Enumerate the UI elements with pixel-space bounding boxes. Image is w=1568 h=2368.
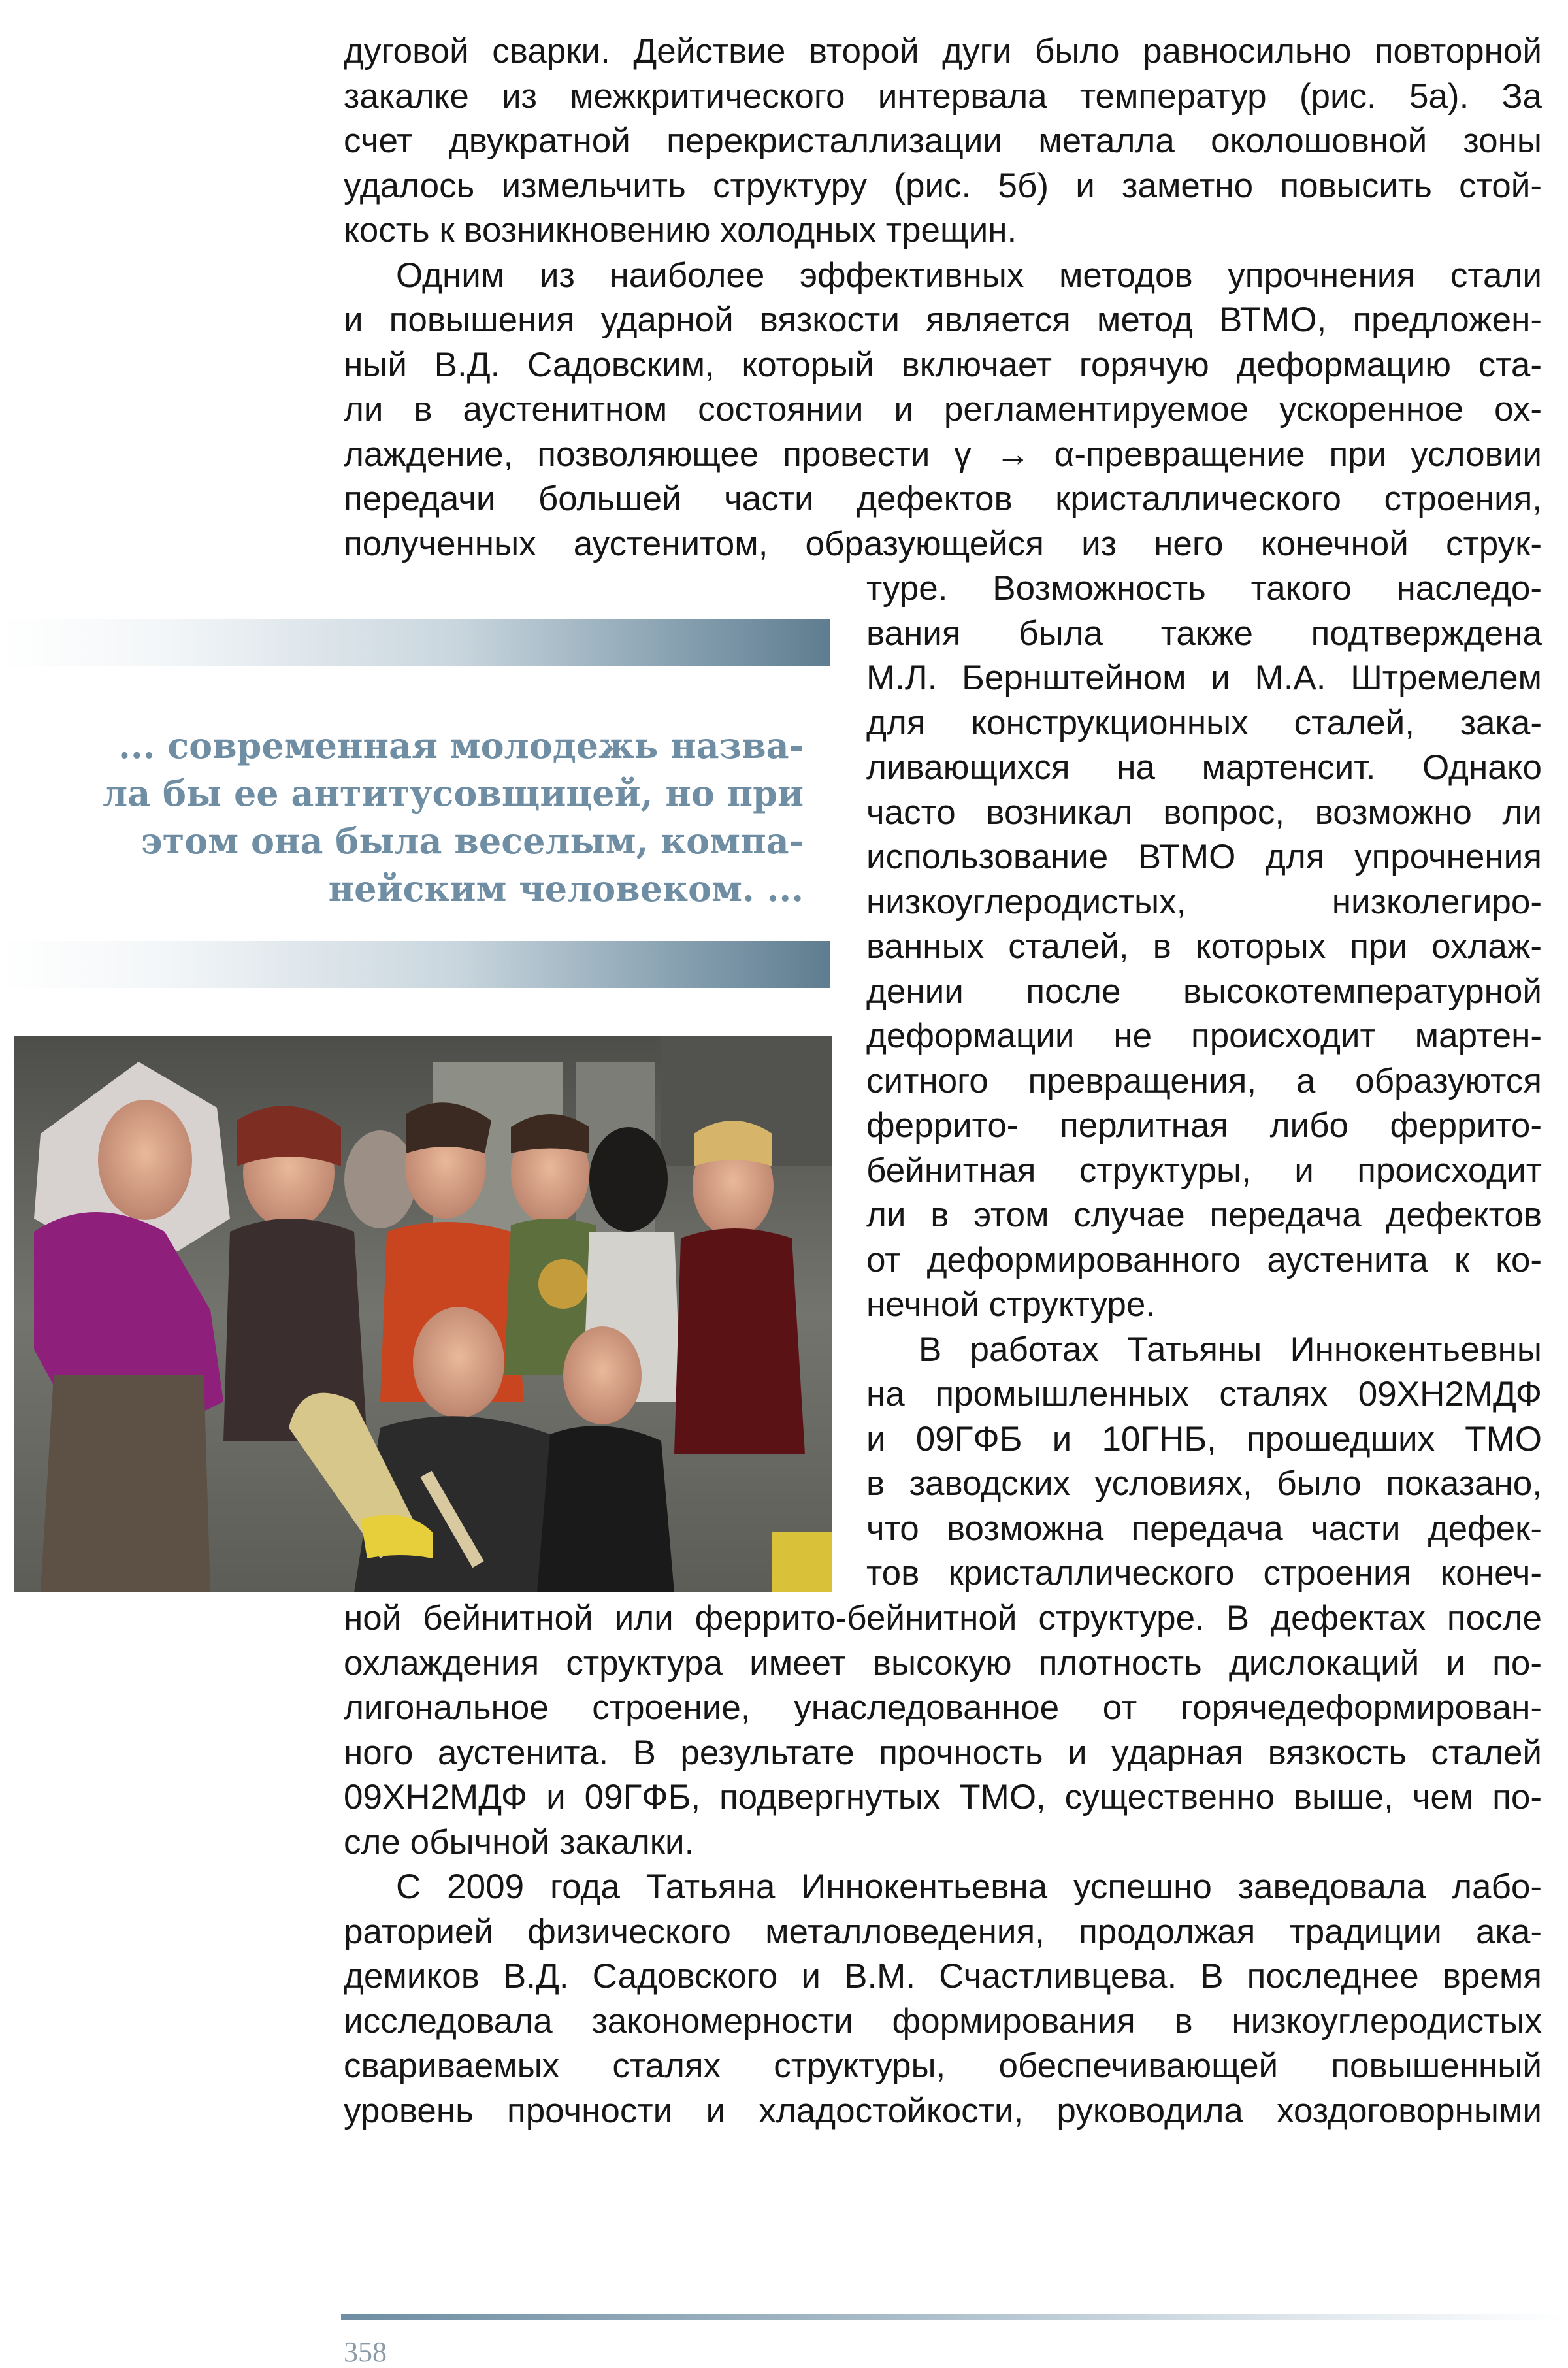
article-paragraph-bottom	[344, 1596, 1542, 2133]
footer-rule	[341, 2314, 1568, 2320]
text-line: дении после высокотемпературной	[866, 972, 1542, 1011]
text-line: часто возникал вопрос, возможно ли	[866, 793, 1542, 832]
group-photo	[14, 1036, 832, 1592]
pull-quote-line: нейским человеком. ...	[328, 868, 804, 910]
text-line: М.Л. Бернштейном и М.А. Штремелем	[866, 659, 1542, 697]
text-line: 09ХН2МДФ и 09ГФБ, подвергнутых ТМО, существенно выше, чем по-	[344, 1778, 1542, 1817]
text-line: свариваемых сталях структуры, обеспечивающей повышенный	[344, 2047, 1542, 2085]
text-line: нечной структуре.	[866, 1285, 1156, 1324]
article-paragraph-narrow	[866, 567, 1542, 1596]
text-line: Одним из наиболее эффективных методов упрочнения стали	[396, 255, 1542, 295]
text-line: вания была также подтверждена	[866, 614, 1542, 653]
text-line: демиков В.Д. Садовского и В.М. Счастливцева. В последнее время	[344, 1957, 1542, 1996]
text-line: раторией физического металловедения, продолжая традиции ака-	[344, 1912, 1542, 1951]
text-line: ливающихся на мартенсит. Однако	[866, 748, 1542, 787]
text-line: ли в аустенитном состоянии и регламентируемое ускоренное ох-	[344, 390, 1542, 429]
text-line: В работах Татьяны Иннокентьевны	[919, 1330, 1542, 1369]
quote-top-bar	[0, 619, 830, 666]
text-line: кость к возникновению холодных трещин.	[344, 211, 1017, 250]
text-line: тов кристаллического строения конеч-	[866, 1554, 1542, 1592]
text-line: исследовала закономерности формирования в низкоуглеродистых	[344, 2001, 1542, 2041]
text-line: ного аустенита. В результате прочность и ударная вязкость сталей	[344, 1733, 1542, 1772]
text-line: туре. Возможность такого наследо-	[866, 569, 1542, 608]
text-line: ли в этом случае передача дефектов	[866, 1196, 1542, 1234]
text-line: закалке из межкритического интервала температур (рис. 5а). За	[344, 76, 1542, 116]
text-line: что возможна передача части дефек-	[866, 1509, 1542, 1548]
text-line: и повышения ударной вязкости является метод ВТМО, предложен-	[344, 301, 1542, 339]
text-line: деформации не происходит мартен-	[866, 1017, 1542, 1055]
text-line: на промышленных сталях 09ХН2МДФ	[866, 1375, 1542, 1413]
text-line: сле обычной закалки.	[344, 1822, 694, 1862]
text-line: ной бейнитной или феррито-бейнитной структуре. В дефектах после	[344, 1599, 1542, 1637]
text-line: феррито- перлитная либо феррито-	[866, 1106, 1542, 1145]
text-line: в заводских условиях, было показано,	[866, 1464, 1542, 1503]
text-line: и 09ГФБ и 10ГНБ, прошедших ТМО	[866, 1419, 1542, 1458]
pull-quote-line: этом она была веселым, компа-	[140, 820, 804, 862]
pull-quote-line: ... современная молодежь назва-	[118, 725, 804, 766]
text-line: счет двукратной перекристаллизации металла околошовной зоны	[344, 122, 1542, 160]
article-paragraph-top	[344, 29, 1542, 567]
text-line: С 2009 года Татьяна Иннокентьевна успешно заведовала лабо-	[396, 1867, 1542, 1906]
text-line: лаждение, позволяющее провести γ → α-превращение при условии	[344, 435, 1542, 474]
pull-quote	[39, 722, 804, 913]
text-line: передачи большей части дефектов кристаллического строения,	[344, 480, 1542, 518]
pull-quote-line: ла бы ее антитусовщицей, но при	[103, 772, 804, 814]
text-line: ситного превращения, а образуются	[866, 1061, 1542, 1100]
text-line: лигональное строение, унаследованное от горячедеформирован-	[344, 1688, 1542, 1727]
text-line: охлаждения структура имеет высокую плотность дислокаций и по-	[344, 1643, 1542, 1683]
text-line: от деформированного аустенита к ко-	[866, 1240, 1542, 1279]
text-line: для конструкционных сталей, зака-	[866, 703, 1542, 742]
text-line: удалось измельчить структуру (рис. 5б) и заметно повысить стой-	[344, 166, 1542, 205]
text-line: низкоуглеродистых, низколегиро-	[866, 882, 1542, 921]
group-photo-image	[14, 1036, 832, 1592]
text-line: уровень прочности и хладостойкости, руководила хоздоговорными	[344, 2091, 1542, 2130]
text-line: ванных сталей, в которых при охлаж-	[866, 927, 1542, 966]
text-line: дуговой сварки. Действие второй дуги было равносильно повторной	[344, 32, 1542, 71]
text-line: использование ВТМО для упрочнения	[866, 838, 1542, 876]
text-line: полученных аустенитом, образующейся из него конечной струк-	[344, 524, 1542, 563]
quote-bottom-bar	[0, 941, 830, 988]
text-line: ный В.Д. Садовским, который включает горячую деформацию ста-	[344, 345, 1542, 384]
page-number: 358	[344, 2336, 387, 2368]
text-line: бейнитная структуры, и происходит	[866, 1151, 1542, 1190]
